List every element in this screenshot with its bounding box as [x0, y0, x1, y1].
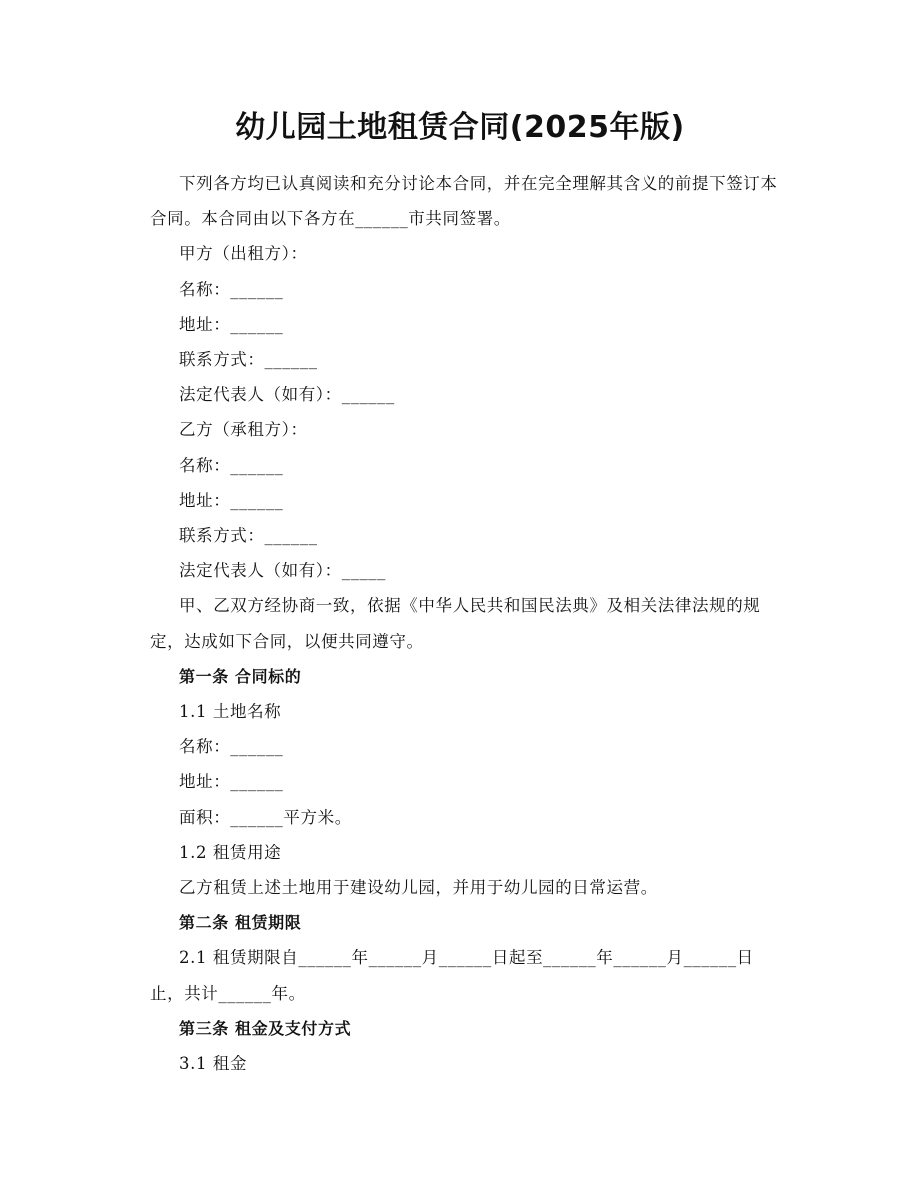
party-a-heading: 甲方（出租方）： [179, 244, 308, 264]
lease-purpose: 乙方租赁上述土地用于建设幼儿园，并用于幼儿园的日常运营。 [179, 878, 658, 898]
preamble-paragraph: 下列各方均已认真阅读和充分讨论本合同，并在完全理解其含义的前提下签订本合同。本合同由以下各方在______市共同签署。 [150, 174, 778, 229]
land-name: 名称：______ [179, 737, 284, 757]
party-b-heading: 乙方（承租方）： [179, 420, 308, 440]
party-b-contact: 联系方式：______ [179, 526, 318, 546]
document-body [150, 166, 778, 1081]
party-b-name: 名称：______ [179, 455, 284, 475]
party-a-contact: 联系方式：______ [179, 350, 318, 370]
land-address: 地址：______ [179, 772, 284, 792]
clause-2-1: 2.1 租赁期限自______年______月______日起至______年______月______日止，共计______年。 [150, 948, 754, 1003]
party-a-address: 地址：______ [179, 314, 284, 334]
clause-1-1: 1.1 土地名称 [179, 702, 282, 722]
party-b-address: 地址：______ [179, 490, 284, 510]
party-a-name: 名称：______ [179, 279, 284, 299]
agreement-paragraph: 甲、乙双方经协商一致，依据《中华人民共和国民法典》及相关法律法规的规定，达成如下合同，以便共同遵守。 [150, 596, 761, 651]
party-b-legal-rep: 法定代表人（如有）：_____ [179, 561, 386, 581]
document-title: 幼儿园土地租赁合同(2025年版) [235, 110, 685, 145]
land-area: 面积：______平方米。 [179, 807, 352, 827]
clause-3-1: 3.1 租金 [179, 1054, 248, 1074]
party-a-legal-rep: 法定代表人（如有）：______ [179, 385, 395, 405]
article-1-heading: 第一条 合同标的 [179, 666, 302, 686]
article-2-heading: 第二条 租赁期限 [179, 913, 302, 933]
article-3-heading: 第三条 租金及支付方式 [179, 1018, 352, 1038]
clause-1-2: 1.2 租赁用途 [179, 842, 282, 862]
